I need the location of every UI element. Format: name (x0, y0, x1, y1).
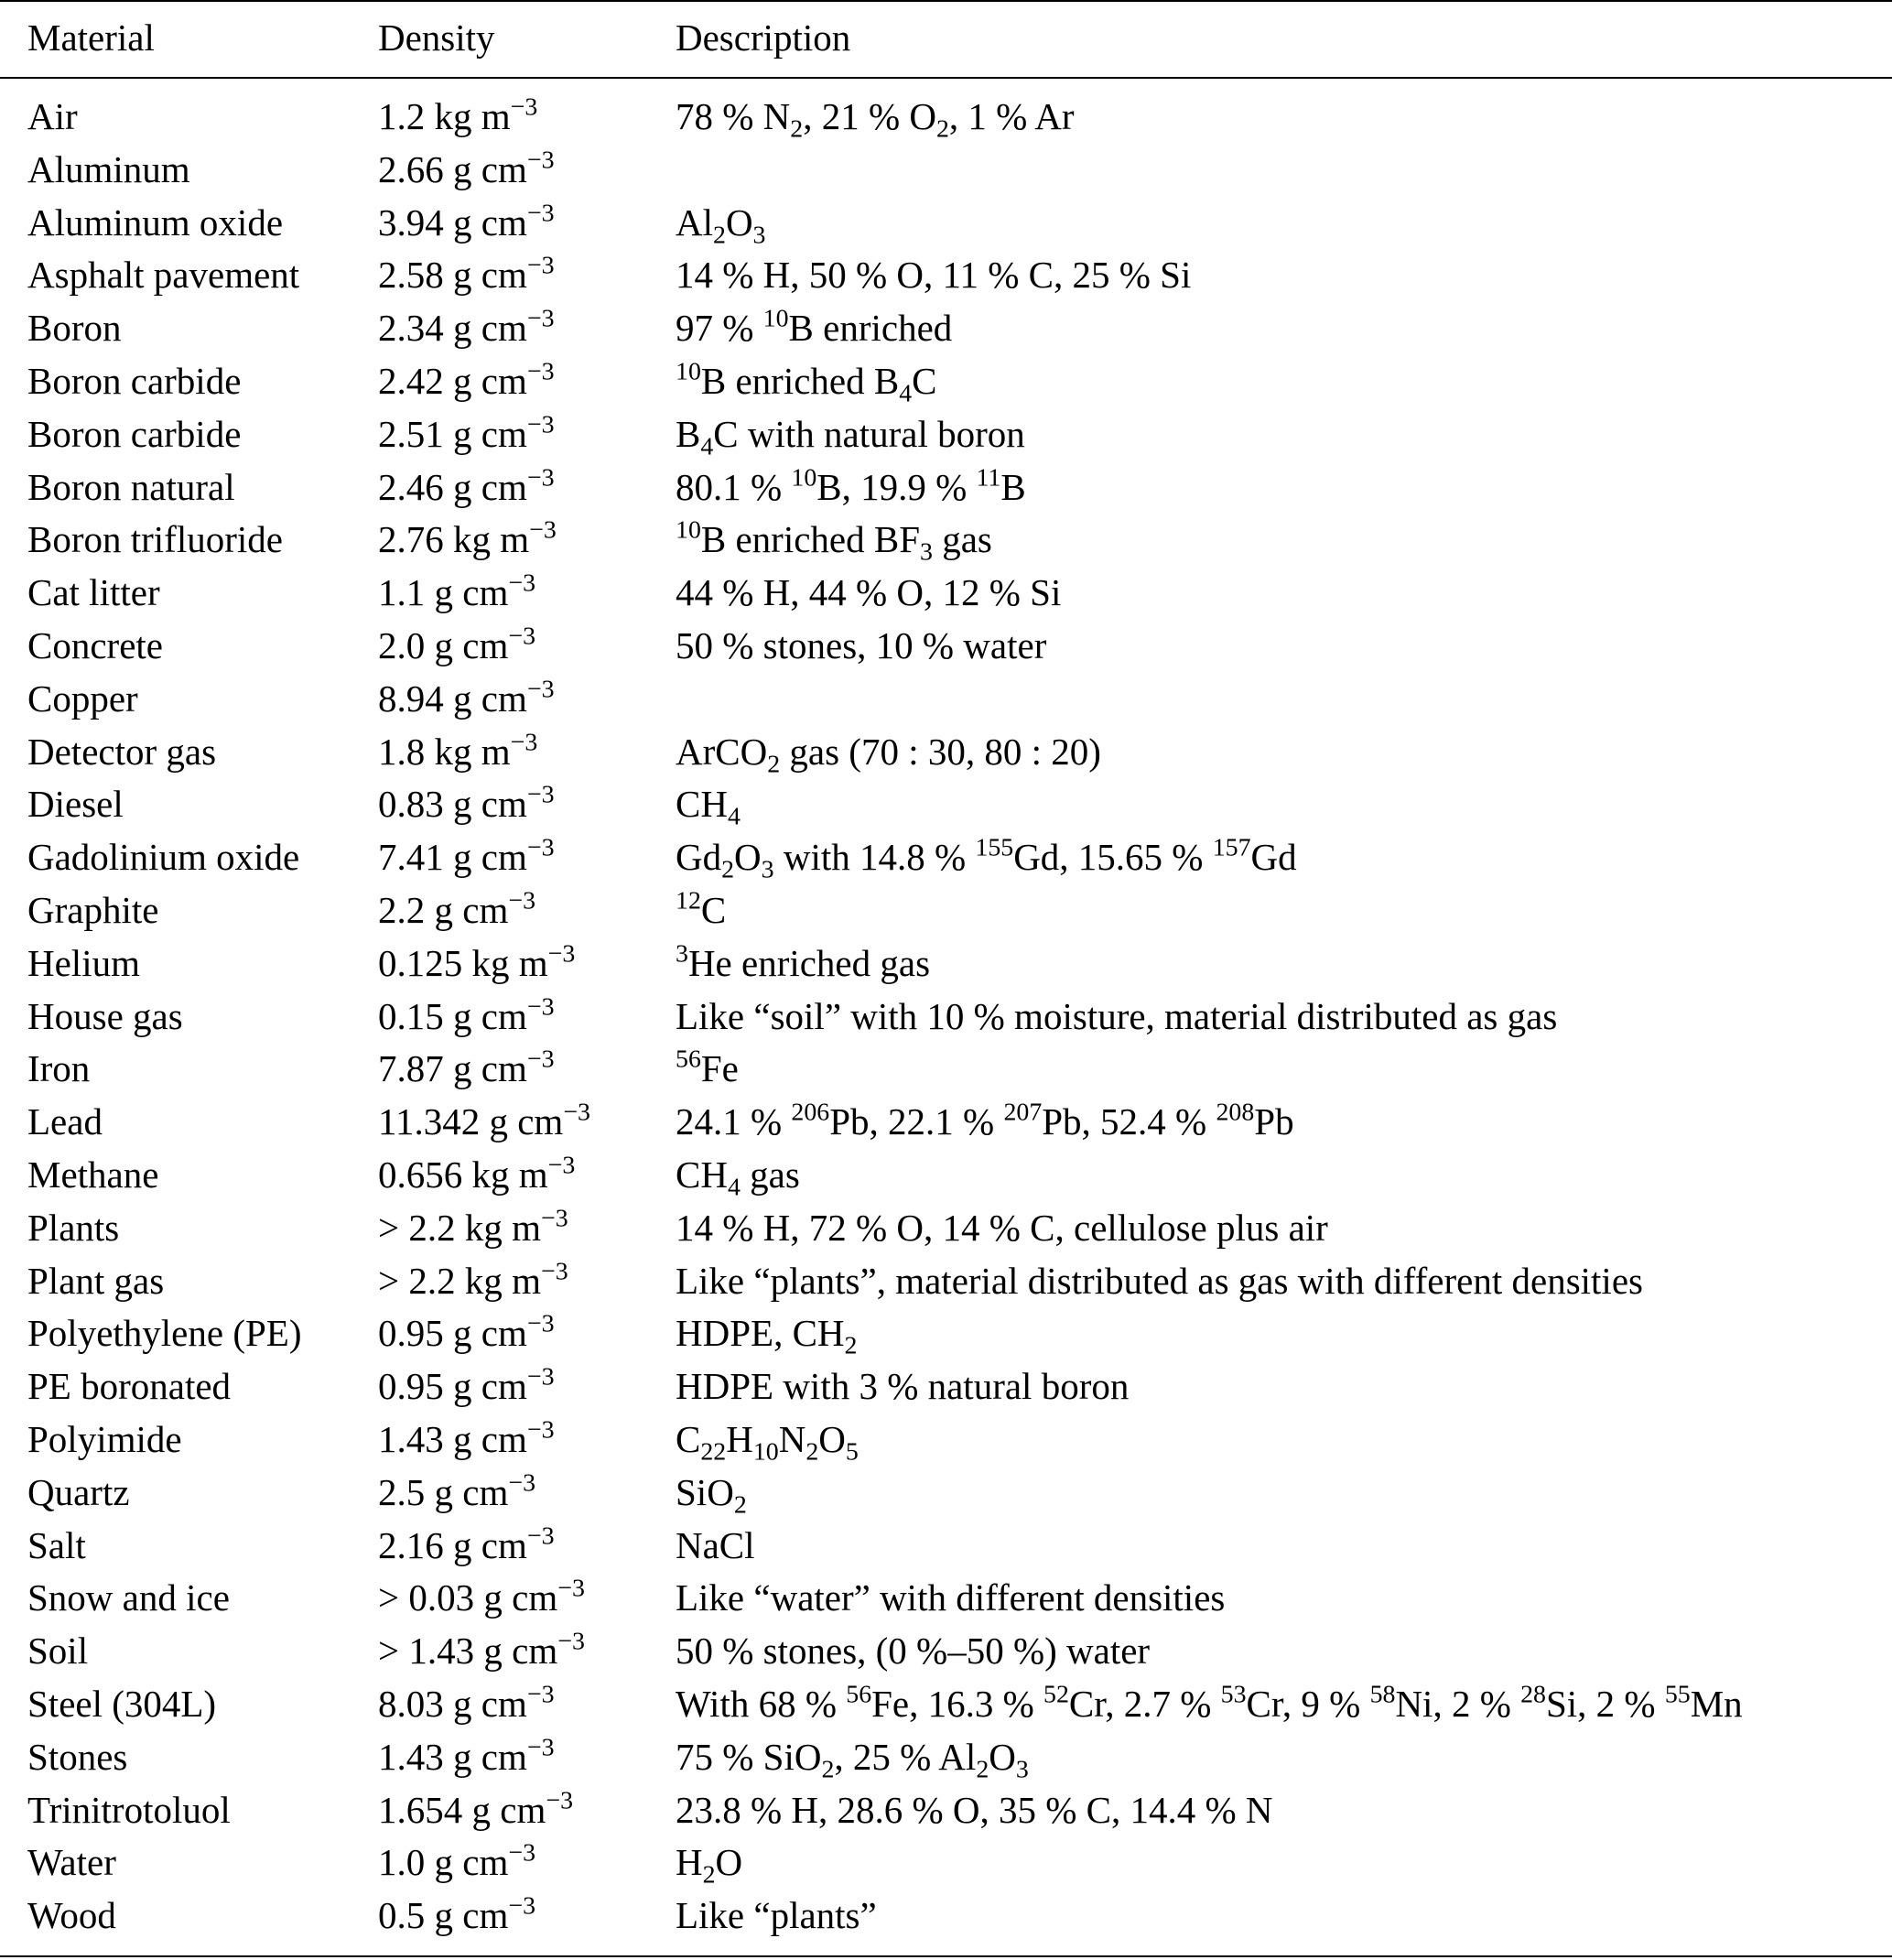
description-cell: HDPE, $CH_2$ (676, 1312, 858, 1360)
material-cell: Copper (27, 677, 138, 720)
description-cell: $H_2O$ (676, 1841, 743, 1890)
density-cell: 2.2 g $cm^{-3}$ (378, 886, 536, 931)
description-cell: SiO$_2$ (676, 1470, 747, 1520)
density-cell: 0.125 kg $m^{-3}$ (378, 939, 576, 984)
table-row (0, 1254, 1892, 1307)
table-row (0, 1359, 1892, 1413)
table-row (0, 301, 1892, 354)
description-cell: ArCO$_2$ gas (70 : 30, 80 : 20) (676, 730, 1101, 778)
table-row (0, 777, 1892, 830)
table-row (0, 566, 1892, 619)
material-cell: Snow and ice (27, 1576, 230, 1619)
description-cell: 14 % H, 72 % O, 14 % C, cellulose plus air (676, 1206, 1328, 1249)
header-density: Density (378, 16, 495, 59)
table-row (0, 1730, 1892, 1783)
material-cell: Air (27, 95, 78, 137)
description-cell: 50 % stones, (0 %–50 %) water (676, 1630, 1151, 1673)
material-cell: Wood (27, 1894, 116, 1937)
density-cell: 1.654 g $cm^{-3}$ (378, 1786, 574, 1831)
table-row (0, 1095, 1892, 1148)
top-rule (0, 0, 1892, 2)
description-cell: $Gd_2O_3$ with 14.8 % $^{155}$Gd, 15.65 % $^{157}$Gd (676, 833, 1297, 884)
header-rule (0, 77, 1892, 79)
table-row (0, 1677, 1892, 1730)
density-cell: 8.03 g $cm^{-3}$ (378, 1680, 555, 1725)
table-row (0, 1889, 1892, 1942)
density-cell: > 1.43 g $cm^{-3}$ (378, 1627, 585, 1673)
material-cell: Concrete (27, 624, 163, 666)
density-cell: 2.34 g $cm^{-3}$ (378, 304, 555, 350)
description-cell: Like “water” with different densities (676, 1576, 1226, 1619)
density-cell: > 2.2 kg $m^{-3}$ (378, 1204, 568, 1249)
table-row (0, 1783, 1892, 1836)
material-cell: Cat litter (27, 571, 160, 614)
table-row (0, 1519, 1892, 1572)
description-cell: Like “plants”, material distributed as gas with different densities (676, 1259, 1643, 1302)
table-row (0, 1306, 1892, 1359)
material-cell: Boron carbide (27, 412, 242, 455)
density-cell: 2.66 g $cm^{-3}$ (378, 146, 555, 190)
description-cell: 75 % SiO$_2$, 25 % $Al_2O_3$ (676, 1735, 1029, 1784)
density-cell: 1.2 kg $m^{-3}$ (378, 92, 538, 137)
material-cell: Plants (27, 1206, 120, 1249)
description-cell: $^3$He enriched gas (676, 939, 931, 984)
material-cell: Boron carbide (27, 360, 242, 402)
material-cell: Diesel (27, 783, 124, 826)
material-cell: Aluminum oxide (27, 200, 284, 244)
table-row (0, 1835, 1892, 1889)
table-row (0, 143, 1892, 196)
description-cell: With 68 % $^{56}$Fe, 16.3 % $^{52}$Cr, 2.7 % $^{53}$Cr, 9 % $^{58}$Ni, 2 % $^{28}$Si, 2 % $^{55}$Mn (676, 1680, 1743, 1725)
table-row (0, 90, 1892, 143)
material-cell: Iron (27, 1047, 91, 1090)
material-cell: House gas (27, 994, 183, 1037)
table-row (0, 672, 1892, 725)
material-cell: Boron natural (27, 465, 235, 508)
table-row (0, 1042, 1892, 1095)
material-cell: PE boronated (27, 1365, 232, 1408)
material-cell: Gadolinium oxide (27, 836, 300, 879)
density-cell: 2.76 kg $m^{-3}$ (378, 516, 557, 561)
density-cell: 0.95 g $cm^{-3}$ (378, 1362, 555, 1408)
table-row (0, 248, 1892, 301)
density-cell: 2.0 g $cm^{-3}$ (378, 622, 536, 666)
density-cell: 1.8 kg $m^{-3}$ (378, 728, 538, 773)
material-cell: Lead (27, 1100, 103, 1143)
material-cell: Quartz (27, 1470, 130, 1513)
table-row (0, 937, 1892, 990)
header-material: Material (27, 16, 155, 59)
description-cell: $CH_4$ (676, 783, 741, 831)
table-row (0, 883, 1892, 937)
density-cell: 3.94 g $cm^{-3}$ (378, 199, 555, 244)
description-cell: $B_4C$ with natural boron (676, 412, 1025, 461)
description-cell: $Al_2O_3$ (676, 200, 766, 249)
density-cell: 2.58 g $cm^{-3}$ (378, 252, 555, 297)
density-cell: 7.41 g $cm^{-3}$ (378, 833, 555, 879)
table-row (0, 990, 1892, 1043)
density-cell: 1.1 g $cm^{-3}$ (378, 569, 536, 614)
material-cell: Trinitrotoluol (27, 1788, 231, 1831)
header-description: Description (676, 16, 851, 59)
density-cell: 0.83 g $cm^{-3}$ (378, 781, 555, 826)
material-cell: Steel (304L) (27, 1683, 217, 1725)
table-row (0, 354, 1892, 407)
description-cell: 24.1 % $^{206}$Pb, 22.1 % $^{207}$Pb, 52.4 % $^{208}$Pb (676, 1098, 1294, 1143)
density-cell: 2.16 g $cm^{-3}$ (378, 1521, 555, 1566)
description-cell: Like “soil” with 10 % moisture, material distributed as gas (676, 994, 1558, 1037)
material-cell: Boron (27, 307, 122, 350)
material-cell: Graphite (27, 889, 159, 931)
bottom-rule (0, 1955, 1892, 1957)
table-row (0, 196, 1892, 249)
material-cell: Asphalt pavement (27, 254, 300, 297)
density-cell: 11.342 g $cm^{-3}$ (378, 1098, 590, 1143)
material-cell: Polyethylene (PE) (27, 1312, 302, 1355)
material-cell: Salt (27, 1523, 86, 1566)
density-cell: 2.42 g $cm^{-3}$ (378, 357, 555, 402)
material-cell: Plant gas (27, 1259, 165, 1302)
table-row (0, 1624, 1892, 1677)
description-cell: $^{10}$B enriched $B_4C$ (676, 357, 937, 408)
description-cell: 23.8 % H, 28.6 % O, 35 % C, 14.4 % N (676, 1788, 1273, 1831)
table-header-row (0, 11, 1892, 64)
density-cell: > 0.03 g $cm^{-3}$ (378, 1575, 585, 1619)
description-cell: 80.1 % $^{10}$B, 19.9 % $^{11}$B (676, 463, 1026, 508)
description-cell: $C_{22}H_{10}N_2O_5$ (676, 1418, 859, 1467)
table-row (0, 725, 1892, 778)
table-row (0, 1201, 1892, 1254)
material-cell: Detector gas (27, 730, 217, 773)
density-cell: 7.87 g $cm^{-3}$ (378, 1045, 555, 1090)
table-row (0, 407, 1892, 460)
material-cell: Soil (27, 1630, 89, 1673)
material-cell: Polyimide (27, 1418, 182, 1460)
description-cell: $^{10}$B enriched $BF_3$ gas (676, 516, 992, 567)
table-row (0, 1413, 1892, 1466)
density-cell: 1.43 g $cm^{-3}$ (378, 1733, 555, 1778)
density-cell: 2.46 g $cm^{-3}$ (378, 463, 555, 508)
table-row (0, 513, 1892, 566)
density-cell: 0.5 g $cm^{-3}$ (378, 1891, 536, 1937)
table-row (0, 1148, 1892, 1201)
density-cell: 0.656 kg $m^{-3}$ (378, 1151, 576, 1196)
density-cell: 0.15 g $cm^{-3}$ (378, 992, 555, 1037)
description-cell: 78 % $N_2$, 21 % $O_2$, 1 % Ar (676, 95, 1075, 144)
material-cell: Boron trifluoride (27, 518, 283, 561)
description-cell: $^{12}$C (676, 886, 727, 931)
description-cell: 97 % $^{10}$B enriched (676, 304, 953, 350)
density-cell: 2.5 g $cm^{-3}$ (378, 1468, 536, 1513)
description-cell: Like “plants” (676, 1894, 877, 1937)
description-cell: $CH_4$ gas (676, 1153, 800, 1202)
material-cell: Stones (27, 1735, 128, 1778)
density-cell: 2.51 g $cm^{-3}$ (378, 410, 555, 455)
density-cell: 8.94 g $cm^{-3}$ (378, 675, 555, 720)
material-cell: Helium (27, 941, 140, 984)
material-cell: Aluminum (27, 147, 190, 190)
table-row (0, 1466, 1892, 1519)
density-cell: 1.0 g $cm^{-3}$ (378, 1839, 536, 1884)
density-cell: 0.95 g $cm^{-3}$ (378, 1310, 555, 1355)
description-cell: 14 % H, 50 % O, 11 % C, 25 % Si (676, 254, 1192, 297)
description-cell: NaCl (676, 1523, 755, 1566)
density-cell: > 2.2 kg $m^{-3}$ (378, 1257, 568, 1302)
table-row (0, 830, 1892, 883)
material-cell: Methane (27, 1153, 159, 1196)
description-cell: 44 % H, 44 % O, 12 % Si (676, 571, 1062, 614)
description-cell: $^{56}$Fe (676, 1045, 739, 1090)
description-cell: 50 % stones, 10 % water (676, 624, 1047, 666)
table-row (0, 460, 1892, 514)
table-row (0, 619, 1892, 672)
table-row (0, 1571, 1892, 1624)
material-cell: Water (27, 1841, 116, 1884)
description-cell: HDPE with 3 % natural boron (676, 1365, 1130, 1408)
density-cell: 1.43 g $cm^{-3}$ (378, 1415, 555, 1460)
